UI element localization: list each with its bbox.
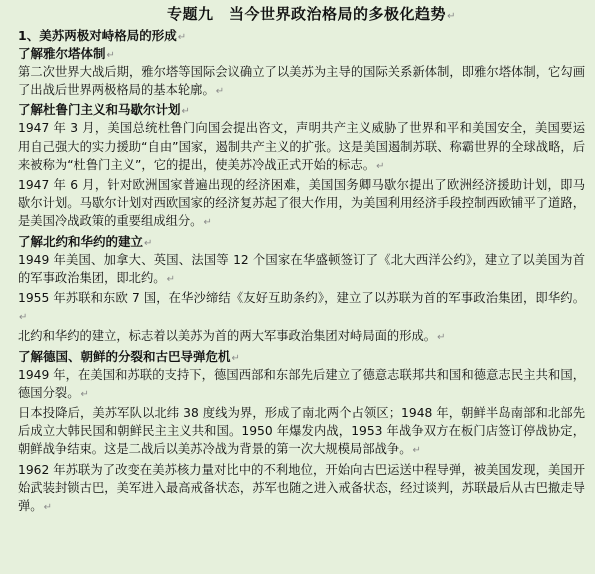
paragraph-text: 1949 年，在美国和苏联的支持下，德国西部和东部先后建立了德意志联邦共和国和德意志民主共和国，德国分裂。 — [18, 367, 585, 400]
subheading — [18, 348, 585, 366]
paragraph-mark-icon: ↵ — [203, 217, 212, 229]
paragraph-text: 北约和华约的建立，标志着以美苏为首的两大军事政治集团对峙局面的形成。 — [18, 329, 437, 344]
paragraph-mark-icon: ↵ — [106, 50, 115, 61]
subheading-text: 了解德国、朝鲜的分裂和古巴导弹危机 — [18, 348, 231, 364]
paragraph — [18, 119, 585, 176]
subheading — [18, 233, 585, 251]
paragraph-mark-icon: ↵ — [181, 106, 190, 118]
paragraph-mark-icon: ↵ — [80, 388, 89, 400]
subheading — [18, 101, 585, 119]
paragraph — [18, 404, 585, 461]
paragraph — [18, 461, 585, 518]
paragraph-text: 1962 年苏联为了改变在美苏核力量对比中的不利地位，开始向古巴运送中程导弹，被美国发现，美国开始武装封锁古巴，美军进入最高戒备状态，苏军也随之进入戒备状态，经过谈判，苏联最后从古巴撤走导弹。 — [18, 462, 585, 514]
subheading-text: 了解北约和华约的建立 — [18, 233, 144, 249]
paragraph-text: 1955 年苏联和东欧 7 国，在华沙缔结《友好互助条约》，建立了以苏联为首的军事政治集团，即华约。 — [18, 291, 585, 306]
paragraph-mark-icon: ↵ — [43, 502, 52, 514]
paragraph-mark-icon: ↵ — [19, 312, 28, 324]
paragraph-mark-icon: ↵ — [144, 237, 153, 249]
subheading — [18, 45, 585, 63]
paragraph-text: 1949 年美国、加拿大、英国、法国等 12 个国家在华盛顿签订了《北大西洋公约》，建立了以美国为首的军事政治集团，即北约。 — [18, 252, 585, 285]
paragraph — [18, 289, 585, 327]
paragraph-mark-icon: ↵ — [412, 445, 421, 457]
paragraph-mark-icon: ↵ — [177, 32, 187, 43]
paragraph-text: 日本投降后，美苏军队以北纬 38 度线为界，形成了南北两个占领区；1948 年，朝鲜半岛南部和北部先后成立大韩民国和朝鲜民主主义共和国。1950 年爆发内战，1953 年战争双方在板门店签订停战协定，朝鲜战争结束。这是二战后以美苏冷战为背景的第一次大规模局部战争。 — [18, 406, 585, 457]
subheading-text: 了解雅尔塔体制 — [18, 46, 106, 61]
paragraph-text: 1947 年 3 月，美国总统杜鲁门向国会提出咨文，声明共产主义威胁了世界和平和美国安全，美国要运用自己强大的实力援助“自由”国家，遏制共产主义的扩张。这是美国遏制苏联、称霸世界的全球战略，后来被称为“杜鲁门主义”，它的提出，使美苏冷战正式开始的标志。 — [18, 121, 585, 172]
paragraph — [18, 366, 585, 404]
paragraph — [18, 251, 585, 289]
paragraph — [18, 327, 585, 347]
paragraph-text: 第二次世界大战后期，雅尔塔等国际会议确立了以美苏为主导的国际关系新体制，即雅尔塔体制，它勾画了出战后世界两极格局的基本轮廓。 — [18, 65, 585, 98]
paragraph-mark-icon: ↵ — [376, 160, 385, 172]
paragraph-mark-icon: ↵ — [231, 352, 240, 364]
title-text: 专题九 当今世界政治格局的多极化趋势 — [167, 5, 447, 23]
paragraph-mark-icon: ↵ — [447, 11, 456, 22]
section-heading — [18, 26, 585, 45]
paragraph-mark-icon: ↵ — [166, 273, 175, 285]
paragraph — [18, 63, 585, 101]
paragraph — [18, 176, 585, 233]
paragraph-mark-icon: ↵ — [215, 86, 225, 98]
subheading-text: 了解杜鲁门主义和马歇尔计划 — [18, 102, 181, 118]
paragraph-text: 1947 年 6 月，针对欧洲国家普遍出现的经济困难，美国国务卿马歇尔提出了欧洲经济援助计划，即马歇尔计划。马歇尔计划对西欧国家的经济复苏起了很大作用，为美国利用经济手段控制西欧铺平了道路，是美国冷战政策的重要组成组分。 — [18, 178, 585, 229]
paragraph-mark-icon: ↵ — [437, 332, 446, 344]
page-title — [38, 2, 585, 26]
section-heading-text: 1、美苏两极对峙格局的形成 — [18, 28, 177, 43]
